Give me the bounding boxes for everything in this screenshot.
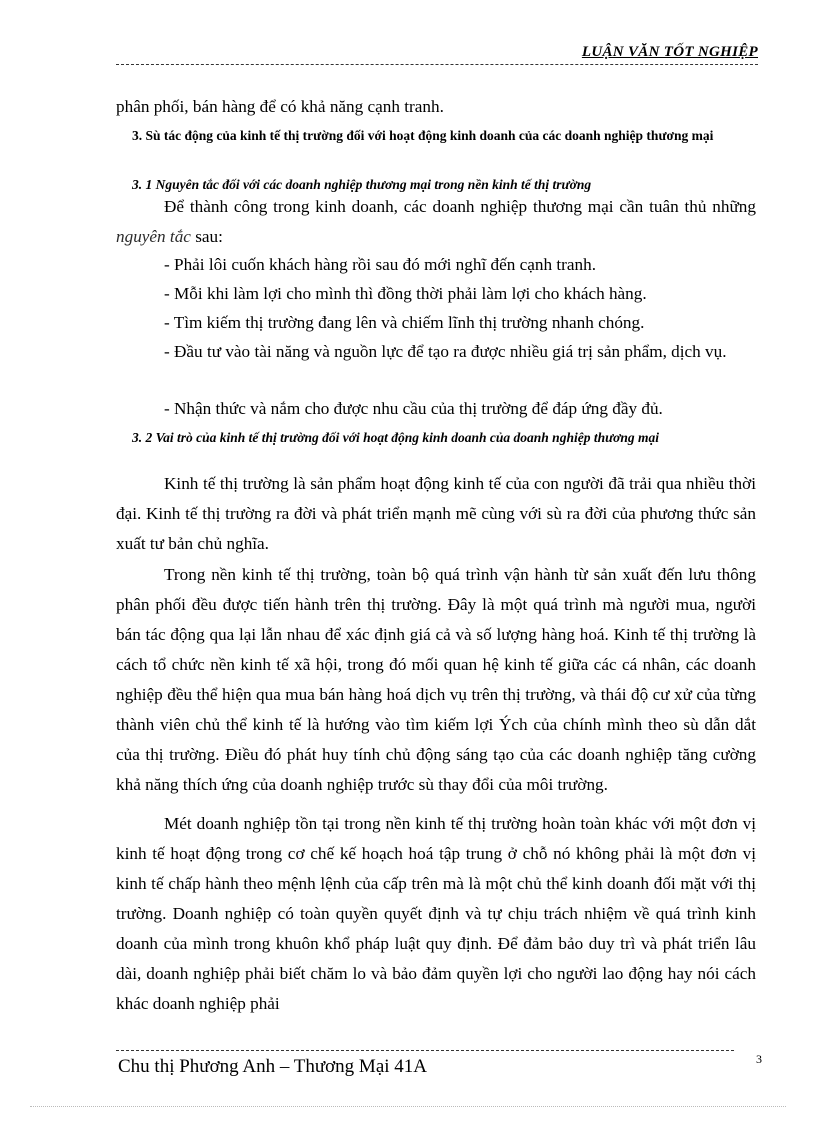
heading-section-3-1: 3. 1 Nguyên tắc đối với các doanh nghiệp thương mại trong nền kinh tế thị trường xyxy=(132,177,592,192)
paragraph-principles xyxy=(116,192,756,252)
list-item: - Tìm kiếm thị trường đang lên và chiếm lĩnh thị trường nhanh chóng. xyxy=(164,313,645,332)
list-item: - Phải lôi cuốn khách hàng rồi sau đó mới nghĩ đến cạnh tranh. xyxy=(164,255,596,274)
running-header-title: LUẬN VĂN TỐT NGHIỆP xyxy=(581,44,758,60)
footer-divider xyxy=(116,1050,734,1051)
paragraph-enterprise: Mét doanh nghiệp tồn tại trong nền kinh tế thị trường hoàn toàn khác với một đơn vị kinh tế hoạt động trong cơ chế kế hoạch hoá tập trung ở chỗ nó không phải là một đơn vị kinh tế chấp hành theo mệnh lệnh của cấp trên mà là một chủ thể kinh doanh đối mặt với thị trường. Doanh nghiệp có toàn quyền quyết định và tự chịu trách nhiệm về quá trình kinh doanh của mình trong khuôn khổ pháp luật quy định. Để đảm bảo duy trì và phát triển lâu dài, doanh nghiệp phải biết chăm lo và bảo đảm quyền lợi cho người lao động hay nói cách khác doanh nghiệp phải xyxy=(116,814,756,1013)
paragraph-market-operation: Trong nền kinh tế thị trường, toàn bộ quá trình vận hành từ sản xuất đến lưu thông phân phối đều được tiến hành trên thị trường. Đây là một quá trình mà người mua, người bán tác động qua lại lẫn nhau để xác định giá cả và số lượng hàng hoá. Kinh tế thị trường là cách tổ chức nền kinh tế xã hội, trong đó mối quan hệ kinh tế giữa các cá nhân, các doanh nghiệp đều thể hiện qua mua bán hàng hoá dịch vụ trên thị trường, và thái độ cư xử của từng thành viên chủ thể kinh tế là hướng vào tìm kiếm lợi Ých của chính mình theo sù dẫn dắt của thị trường. Điều đó phát huy tính chủ động sáng tạo của các doanh nghiệp tăng cường khả năng thích ứng của doanh nghiệp trước sù thay đổi của môi trường. xyxy=(116,565,756,794)
list-item: - Đầu tư vào tài năng và nguồn lực để tạo ra được nhiều giá trị sản phẩm, dịch vụ. xyxy=(164,342,727,361)
paragraph-principles-end: sau: xyxy=(195,227,223,246)
list-item: - Mỗi khi làm lợi cho mình thì đồng thời phải làm lợi cho khách hàng. xyxy=(164,284,647,303)
footer-author: Chu thị Phương Anh – Thương Mại 41A xyxy=(118,1056,428,1077)
paragraph-intro: phân phối, bán hàng để có khả năng cạnh tranh. xyxy=(116,97,444,116)
emphasis-nguyen-tac: nguyên tắc xyxy=(116,227,191,246)
paragraph-market-economy: Kinh tế thị trường là sản phẩm hoạt động kinh tế của con người đã trải qua nhiều thời đại. Kinh tế thị trường ra đời và phát triển mạnh mẽ cùng với sù ra đời của phương thức sản xuất tư bản chủ nghĩa. xyxy=(116,474,756,553)
paragraph-principles-start: Để thành công trong kinh doanh, các doanh nghiệp thương mại cần tuân thủ những xyxy=(164,197,756,216)
page-number: 3 xyxy=(756,1052,762,1066)
heading-section-3: 3. Sù tác động của kinh tế thị trường đối với hoạt động kinh doanh của các doanh nghiệp thương mại xyxy=(132,128,714,143)
page-bottom-border xyxy=(30,1106,786,1107)
header-divider xyxy=(116,64,758,65)
heading-section-3-2: 3. 2 Vai trò của kinh tế thị trường đối với hoạt động kinh doanh của doanh nghiệp thương mại xyxy=(132,430,660,445)
list-item: - Nhận thức và nắm cho được nhu cầu của thị trường để đáp ứng đầy đủ. xyxy=(164,399,663,418)
